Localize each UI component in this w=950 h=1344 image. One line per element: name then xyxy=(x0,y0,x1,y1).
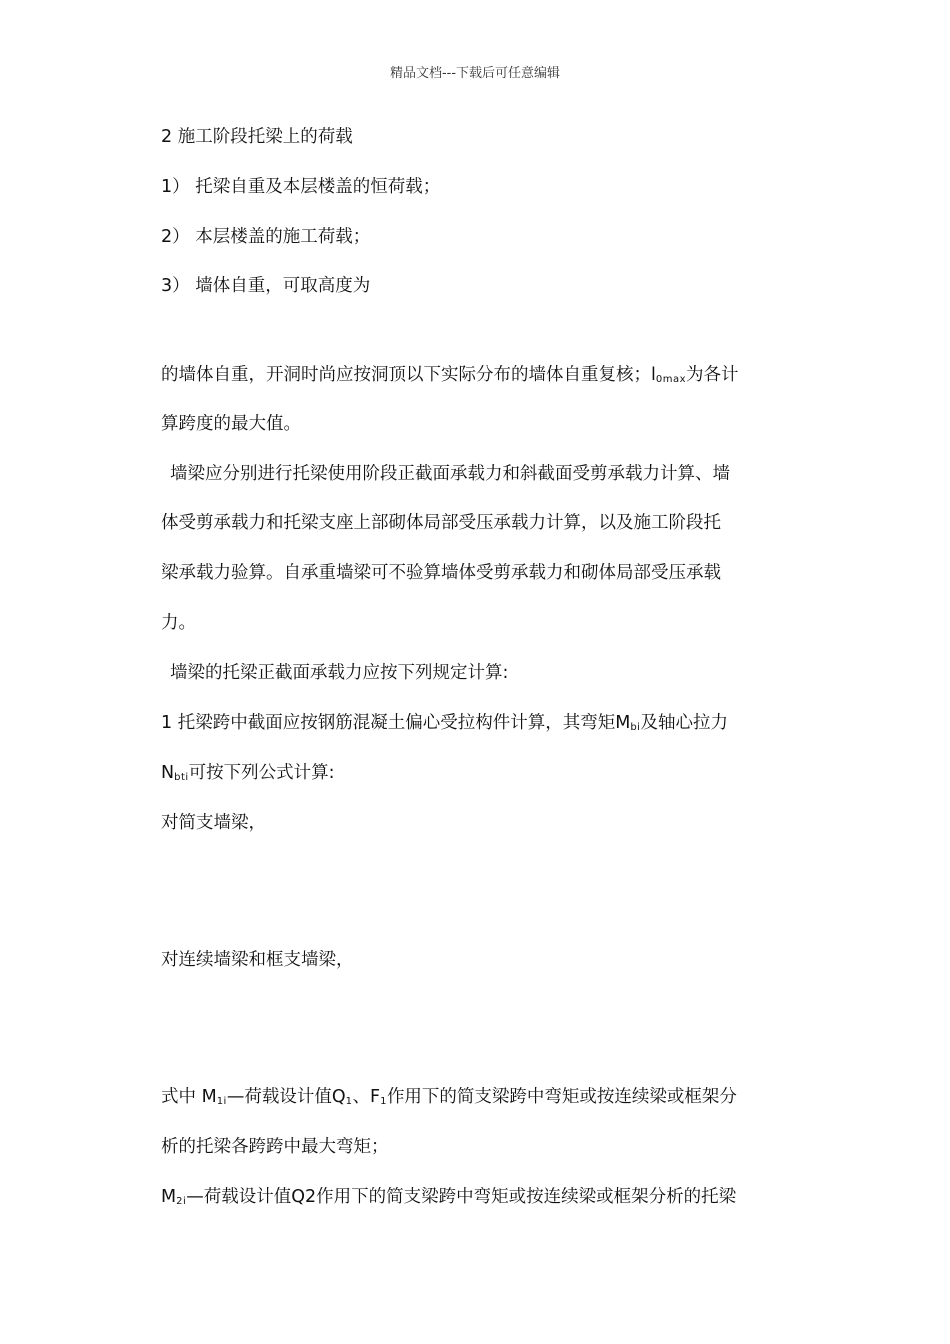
symbol: F xyxy=(369,1087,381,1107)
text-segment: —荷载设计值 xyxy=(226,1087,332,1107)
paragraph-line xyxy=(161,1085,737,1112)
paragraph-line xyxy=(161,363,739,390)
paragraph-line: 算跨度的最大值。 xyxy=(161,414,301,434)
paragraph-line: 对简支墙梁， xyxy=(161,813,266,833)
text-segment: 及轴心拉力 xyxy=(640,713,728,733)
paragraph-line: 对连续墙梁和框支墙梁， xyxy=(161,950,354,970)
text-segment: 1 托梁跨中截面应按钢筋混凝土偏心受拉构件计算，其弯矩 xyxy=(161,713,616,733)
list-item: 1） 托梁自重及本层楼盖的恒荷载； xyxy=(161,177,441,197)
paragraph-line: 体受剪承载力和托梁支座上部砌体局部受压承载力计算，以及施工阶段托 xyxy=(161,513,721,533)
text-segment: 的墙体自重，开洞时尚应按洞顶以下实际分布的墙体自重复核； xyxy=(161,365,651,385)
paragraph-line: 梁承载力验算。自承重墙梁可不验算墙体受剪承载力和砌体局部受压承载 xyxy=(161,563,721,583)
text-segment: 式中 xyxy=(161,1087,202,1107)
symbol: M xyxy=(201,1087,217,1107)
subscript: bi xyxy=(630,722,641,733)
subscript: 2i xyxy=(176,1196,187,1207)
text-segment: 为各计 xyxy=(686,365,739,385)
subscript: 1 xyxy=(345,1096,353,1107)
text-segment: 、 xyxy=(352,1087,370,1107)
paragraph-line: 析的托梁各跨跨中最大弯矩； xyxy=(161,1137,389,1157)
symbol: N xyxy=(161,763,175,783)
paragraph-line xyxy=(161,1185,736,1212)
paragraph-line: 力。 xyxy=(161,613,196,633)
subscript: 1 xyxy=(380,1096,387,1107)
page-header: 精品文档---下载后可任意编辑 xyxy=(389,66,561,81)
subscript: 1i xyxy=(216,1096,227,1107)
subscript: 0max xyxy=(655,374,687,385)
paragraph-line: 墙梁的托梁正截面承载力应按下列规定计算: xyxy=(170,663,509,683)
text-segment: 作用下的简支梁跨中弯矩或按连续梁或框架分 xyxy=(386,1087,737,1107)
text-segment: —荷载设计值Q2作用下的简支梁跨中弯矩或按连续梁或框架分析的托梁 xyxy=(186,1187,737,1207)
text-segment: 可按下列公式计算: xyxy=(188,763,335,783)
symbol: Q xyxy=(331,1087,346,1107)
symbol: M xyxy=(615,713,631,733)
symbol: M xyxy=(161,1187,177,1207)
list-item: 3） 墙体自重，可取高度为 xyxy=(161,276,371,296)
paragraph-line xyxy=(161,711,728,738)
list-item: 2） 本层楼盖的施工荷载； xyxy=(161,227,371,247)
subscript: bti xyxy=(174,772,189,783)
symbol: l xyxy=(651,365,656,385)
section-heading: 2 施工阶段托梁上的荷载 xyxy=(161,127,353,147)
paragraph-line xyxy=(161,761,335,788)
paragraph-line: 墙梁应分别进行托梁使用阶段正截面承载力和斜截面受剪承载力计算、墙 xyxy=(170,464,730,484)
